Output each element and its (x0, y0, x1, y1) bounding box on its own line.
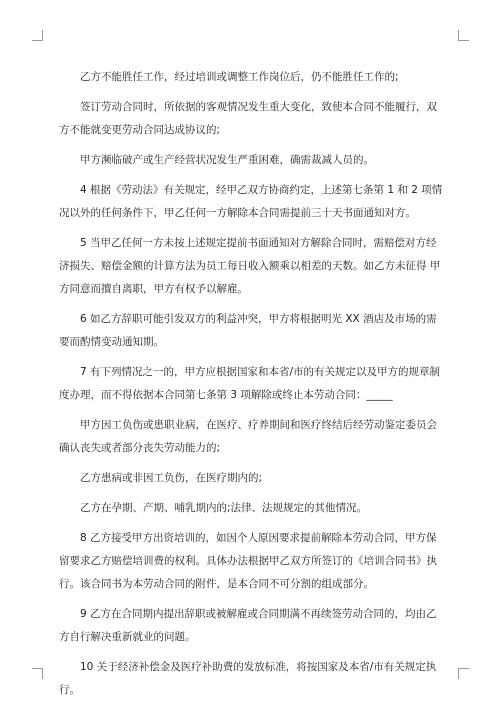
crop-mark-bottom-right (458, 668, 469, 679)
paragraph: 乙方不能胜任工作，经过培训或调整工作岗位后，仍不能胜任工作的; (80, 71, 399, 83)
paragraph: 5 当甲乙任何一方未按上述规定提前书面通知对方解除合同时，需赔偿对方经济损失、赔偿金额的计算方法为员工每日收入额乘以相差的天数。如乙方未征得 甲方同意而擅自离职，甲方有权予以解雇。 (59, 237, 441, 295)
crop-mark-bottom-left (32, 668, 43, 679)
paragraph: 7 有下列情况之一的，甲方应根据国家和本省/市的有关规定以及甲方的规章制 度办理，而不得依据本合同第七条第 3 项解除或终止本劳动合同：_____ (59, 366, 441, 401)
paragraph: 甲方濒临破产或生产经营状况发生严重困难，确需裁减人员的。 (80, 154, 374, 166)
paragraph: 6 如乙方辞职可能引发双方的利益冲突，甲方将根据明光 XX 酒店及市场的需要而酌情变动通知期。 (59, 313, 437, 348)
paragraph: 8 乙方接受甲方出资培训的，如因个人原因要求提前解除本劳动合同，甲方保留要求乙方赔偿培训费的权利。具体办法根据甲乙双方所签订的《培训合同书》执行。该合同书为本劳动合同的附件，是本合同不可分割的组成部分。 (59, 532, 437, 590)
paragraph: 乙方患病或非因工负伤，在医疗期内的; (80, 472, 263, 484)
paragraph: 签订劳动合同时，所依据的客观情况发生重大变化，致使本合同不能履行，双方不能就变更劳动合同达成协议的; (59, 101, 437, 136)
paragraph: 4 根据《劳动法》有关规定，经甲乙双方协商约定，上述第七条第 1 和 2 项情况以外的任何条件下，甲乙任何一方解除本合同需提前三十天书面通知对方。 (59, 184, 443, 219)
paragraph: 乙方在孕期、产期、哺乳期内的;法律、法规规定的其他情况。 (80, 502, 368, 514)
paragraph: 9 乙方在合同期内提出辞职或被解雇或合同期满不再续签劳动合同的，均由乙方自行解决重新就业的问题。 (59, 608, 437, 643)
paragraph: 10 关于经济补偿金及医疗补助费的发放标准，将按国家及本省/市有关规定执行。 (59, 661, 437, 696)
document-body (59, 66, 443, 702)
paragraph: 甲方因工负伤或患职业病，在医疗、疗养期间和医疗终结后经劳动鉴定委员会确认丧失或者部分丧失劳动能力的; (59, 419, 437, 454)
crop-mark-top-left (32, 30, 43, 41)
crop-mark-top-right (458, 30, 469, 41)
